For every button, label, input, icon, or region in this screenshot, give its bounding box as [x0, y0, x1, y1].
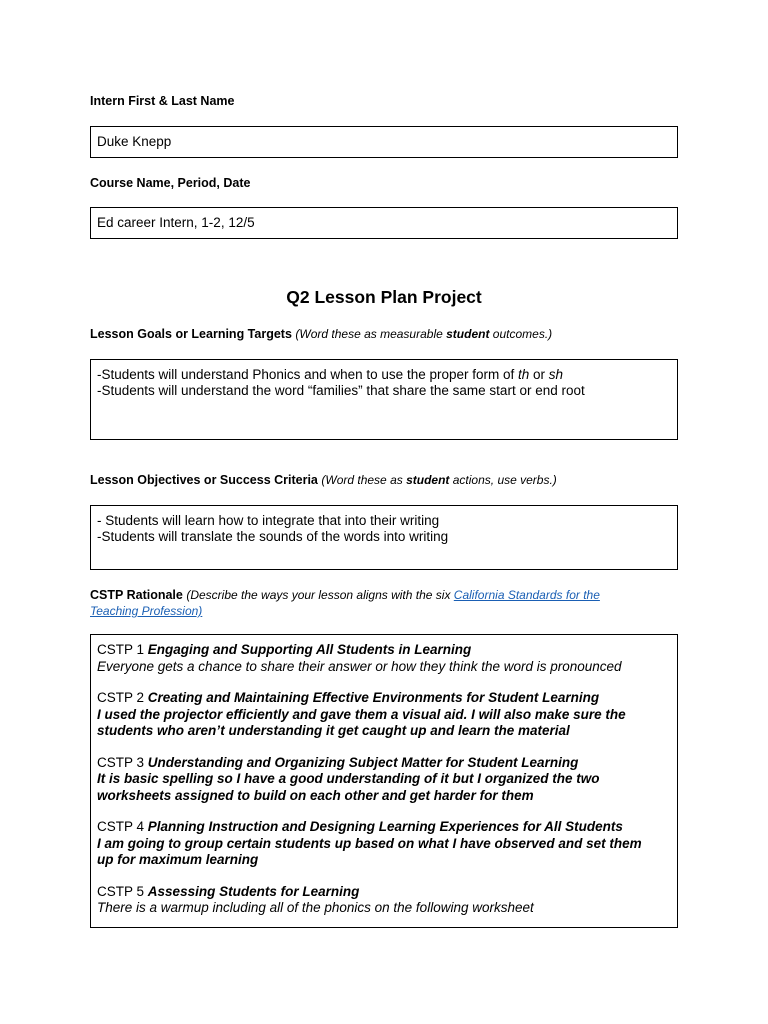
intern-name-value: Duke Knepp	[97, 134, 172, 149]
cstp-standards-link[interactable]: California Standards for the Teaching Profession)	[90, 588, 600, 618]
objectives-box[interactable]	[90, 505, 678, 570]
course-field[interactable]	[90, 207, 678, 239]
cstp-item-5: CSTP 5 Assessing Students for Learning There is a warmup including all of the phonics on the following worksheet	[97, 883, 534, 915]
intern-name-label: Intern First & Last Name	[90, 94, 235, 108]
objectives-heading	[90, 473, 557, 487]
goals-box[interactable]	[90, 359, 678, 440]
objectives-line-1: - Students will learn how to integrate that into their writing	[97, 513, 440, 528]
objectives-line-2: -Students will translate the sounds of the words into writing	[97, 529, 449, 544]
intern-name-field[interactable]	[90, 126, 678, 158]
course-value: Ed career Intern, 1-2, 12/5	[97, 215, 255, 230]
cstp-item-3: CSTP 3 Understanding and Organizing Subject Matter for Student Learning It is basic spelling so I have a good understanding of it but I organized the two worksheets assigned to build on each other and get harder for them	[97, 754, 600, 803]
cstp-heading-text: CSTP Rationale	[90, 588, 183, 602]
page-title: Q2 Lesson Plan Project	[286, 287, 482, 307]
course-label: Course Name, Period, Date	[90, 176, 251, 190]
cstp-box[interactable]	[90, 634, 678, 928]
goals-heading-text: Lesson Goals or Learning Targets	[90, 327, 292, 341]
objectives-note: (Word these as student actions, use verbs.)	[321, 473, 557, 487]
cstp-item-4: CSTP 4 Planning Instruction and Designing Learning Experiences for All Students I am going to group certain students up based on what I have observed and set them up for maximum learning	[97, 819, 642, 867]
objectives-heading-text: Lesson Objectives or Success Criteria	[90, 473, 318, 487]
cstp-item-2: CSTP 2 Creating and Maintaining Effective Environments for Student Learning I used the projector efficiently and gave them a visual aid. I will also make sure the students who aren’t understanding it get caught up and learn the material	[97, 690, 626, 738]
cstp-heading	[90, 587, 650, 619]
cstp-item-1: CSTP 1 Engaging and Supporting All Students in Learning Everyone gets a chance to share their answer or how they think the word is pronounced	[97, 642, 622, 674]
goals-line-1: -Students will understand Phonics and when to use the proper form of th or sh	[97, 367, 564, 382]
goals-heading	[90, 327, 552, 341]
goals-line-2: -Students will understand the word “families” that share the same start or end root	[97, 383, 585, 398]
goals-note: (Word these as measurable student outcomes.)	[295, 327, 553, 341]
cstp-note: (Describe the ways your lesson aligns with the six	[186, 588, 454, 602]
